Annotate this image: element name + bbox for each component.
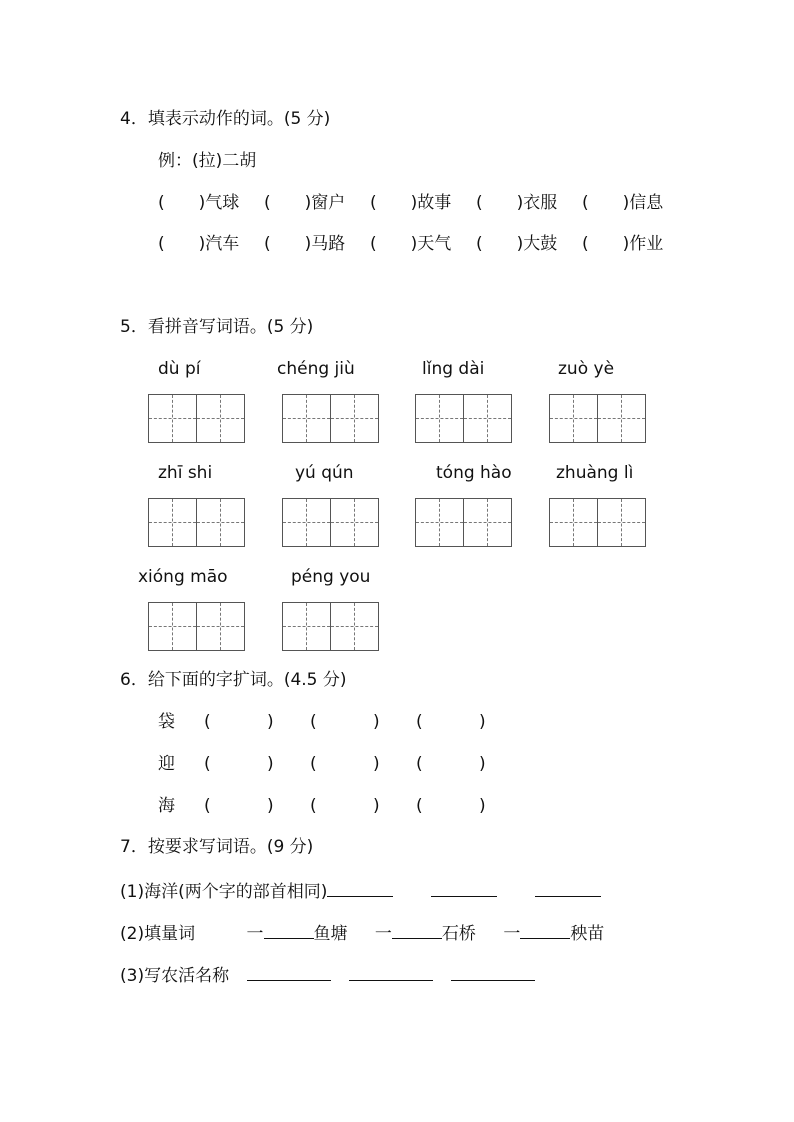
answer-blank[interactable]	[392, 920, 442, 939]
pinyin-label: dù pí	[158, 359, 201, 379]
q4-word: 窗户	[311, 193, 346, 213]
pinyin-label: tóng hào	[436, 463, 512, 483]
pinyin-label: zhī shi	[158, 463, 213, 483]
pinyin-label: lǐng dài	[422, 359, 485, 379]
q4-word: 气球	[205, 193, 240, 213]
pinyin-label: zhuàng lì	[556, 463, 634, 483]
measure-prefix: 一	[246, 924, 264, 944]
tianzige-box[interactable]	[549, 498, 646, 547]
pinyin-label: zuò yè	[558, 359, 615, 379]
q7-item-1-label: (1)海洋(两个字的部首相同)	[120, 882, 328, 902]
answer-blank[interactable]	[520, 920, 570, 939]
answer-blank[interactable]	[264, 920, 314, 939]
q6-char: 海	[158, 796, 175, 816]
tianzige-box[interactable]	[148, 602, 245, 651]
answer-blank[interactable]	[431, 878, 497, 897]
pinyin-label: xióng māo	[138, 567, 228, 587]
measure-prefix: 一	[503, 924, 521, 944]
q4-word: 大鼓	[523, 234, 558, 254]
answer-blank[interactable]	[327, 878, 393, 897]
q7-item-2-label: (2)填量词	[120, 924, 196, 944]
answer-blank[interactable]	[451, 962, 535, 981]
measure-noun: 秧苗	[570, 924, 605, 944]
answer-blank[interactable]	[535, 878, 601, 897]
tianzige-box[interactable]	[282, 602, 379, 651]
q7-item-2	[120, 920, 604, 945]
tianzige-box[interactable]	[148, 394, 245, 443]
q7-title: 7．按要求写词语。(9 分)	[120, 837, 314, 857]
measure-noun: 鱼塘	[313, 924, 348, 944]
q4-word: 故事	[417, 193, 452, 213]
pinyin-label: péng you	[291, 567, 371, 587]
tianzige-box[interactable]	[415, 498, 512, 547]
answer-blank[interactable]	[349, 962, 433, 981]
tianzige-box[interactable]	[148, 498, 245, 547]
measure-prefix: 一	[374, 924, 392, 944]
pinyin-label: chéng jiù	[277, 359, 355, 379]
tianzige-box[interactable]	[282, 394, 379, 443]
measure-noun: 石桥	[441, 924, 476, 944]
q4-word: 汽车	[205, 234, 240, 254]
q4-title: 4．填表示动作的词。(5 分)	[120, 109, 331, 129]
q4-word: 衣服	[523, 193, 558, 213]
tianzige-box[interactable]	[549, 394, 646, 443]
pinyin-label: yú qún	[295, 463, 354, 483]
q4-example: 例：(拉)二胡	[158, 151, 257, 171]
q5-title: 5．看拼音写词语。(5 分)	[120, 317, 314, 337]
q4-word: 天气	[417, 234, 452, 254]
q4-word: 信息	[629, 193, 664, 213]
q4-word: 作业	[629, 234, 664, 254]
q4-word: 马路	[311, 234, 346, 254]
answer-blank[interactable]	[247, 962, 331, 981]
tianzige-box[interactable]	[282, 498, 379, 547]
q7-item-3	[120, 962, 535, 987]
q6-char: 迎	[158, 754, 175, 774]
q6-title: 6．给下面的字扩词。(4.5 分)	[120, 670, 347, 690]
q6-char: 袋	[158, 712, 175, 732]
q7-item-3-label: (3)写农活名称	[120, 966, 230, 986]
tianzige-box[interactable]	[415, 394, 512, 443]
q7-item-1	[120, 878, 601, 903]
